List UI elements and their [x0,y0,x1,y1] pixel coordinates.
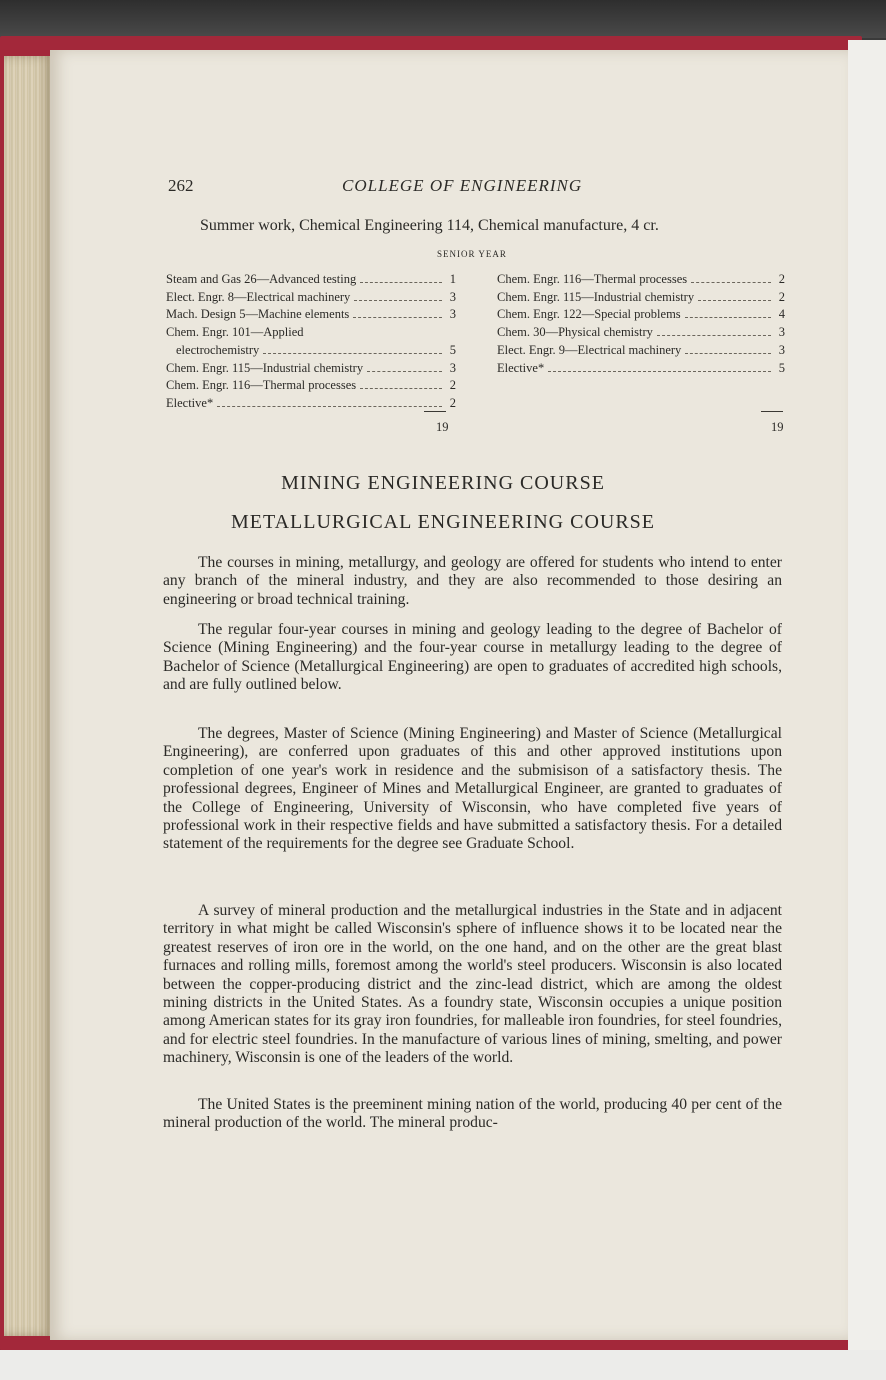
list-item [497,271,785,289]
list-item [166,306,456,324]
running-header: COLLEGE OF ENGINEERING [342,176,583,195]
list-item [166,271,456,289]
second-semester-list [497,271,785,377]
paragraph-four-year: The regular four-year courses in mining and geology leading to the degree of Bachelor of Science (Mining Engineering) and the four-year course in metallurgy leading to the degree of Bachelor of Science (Metallurgical Engineering) are open to graduates of accredited high schools, and are fully outlined below. [163,621,782,694]
list-item [497,289,785,307]
list-item [497,360,785,378]
background-bottom [0,1350,886,1380]
course-credits: 2 [778,289,785,304]
course-name: Elect. Engr. 9—Electrical machinery [497,342,682,357]
course-name: Chem. Engr. 116—Thermal processes [497,272,688,286]
course-name: Chem. 30—Physical chemistry [497,325,653,340]
list-item [166,342,456,360]
course-credits: 5 [449,342,456,357]
course-credits: 2 [449,395,456,410]
total-rule-right [761,411,783,412]
paragraph-survey: A survey of mineral production and the metallurgical industries in the State and in adjacent territory in what might be called Wisconsin's sphere of influence shows it to be located near the greatest reserves of iron ore in the world, on the one hand, and on the other are the great blast furnaces and rolling mills, foremost among the world's steel producers. Wisconsin is also located between the copper-producing district and the zinc-lead district, which are among the oldest mining districts in the United States. As a foundry state, Wisconsin occupies a unique position among American states for its gray iron foundries, for malleable iron foundries, for steel foundries, and for electric steel foundries. In the manufacture of various lines of mining, smelting, and power machinery, Wisconsin is one of the leaders of the world. [163,902,782,1067]
list-item [497,324,785,342]
top-shadow [0,0,886,38]
course-credits: 3 [778,325,785,340]
list-item [497,306,785,324]
course-name: Elective* [497,360,545,375]
list-item [166,395,456,413]
book-page [50,50,848,1340]
list-item [166,289,456,307]
senior-year-heading: SENIOR YEAR [437,249,507,259]
course-name: Chem. Engr. 101—Applied [166,325,304,340]
metallurgical-heading: METALLURGICAL ENGINEERING COURSE [230,511,656,533]
course-credits: 3 [449,307,456,322]
summer-work-line: Summer work, Chemical Engineering 114, Chemical manufacture, 4 cr. [200,217,659,234]
course-name: Chem. Engr. 115—Industrial chemistry [497,289,695,304]
course-name: Mach. Design 5—Machine elements [166,307,350,322]
course-credits: 4 [778,307,785,322]
paragraph-united-states: The United States is the preeminent mining nation of the world, producing 40 per cent of the mineral production of the world. The mineral produc- [163,1096,782,1132]
course-credits: 2 [778,272,785,286]
list-item [166,377,456,395]
paragraph-intro: The courses in mining, metallurgy, and geology are offered for students who intend to enter any branch of the mineral industry, and they are also recommended to those desiring an engineering or broad technical training. [163,554,782,608]
course-name: Elect. Engr. 8—Electrical machinery [166,289,351,304]
mining-heading: MINING ENGINEERING COURSE [281,472,605,494]
paragraph-degrees: The degrees, Master of Science (Mining Engineering) and Master of Science (Metallurgical Engineering), are conferred upon graduates of this and other approved institutions upon completion of one year's work in residence and the submisison of a satisfactory thesis. The professional degrees, Engineer of Mines and Metallurgical Engineer, are granted to graduates of the College of Engineering, University of Wisconsin, who have completed five years of professional work in their respective fields and have submitted a satisfactory thesis. For a detailed statement of the requirements for the degree see Graduate School. [163,725,782,853]
course-credits: 5 [778,360,785,375]
course-credits: 3 [778,342,785,357]
total-rule-left [424,411,446,412]
list-item [166,360,456,378]
course-credits: 3 [449,360,456,375]
first-semester-list [166,271,456,413]
list-item [497,342,785,360]
course-name: Steam and Gas 26—Advanced testing [166,272,357,286]
background-right [848,40,886,1380]
course-name: Chem. Engr. 115—Industrial chemistry [166,360,364,375]
course-name: electrochemistry [176,342,260,357]
course-credits: 2 [449,378,456,393]
course-name: Chem. Engr. 122—Special problems [497,307,681,322]
course-name: Chem. Engr. 116—Thermal processes [166,378,357,393]
page-number: 262 [168,176,194,195]
course-credits: 1 [449,272,456,286]
course-credits: 3 [449,289,456,304]
first-semester-total: 19 [436,420,449,434]
list-item [166,324,456,342]
second-semester-total: 19 [771,420,784,434]
course-name: Elective* [166,395,214,410]
page-edges [4,56,52,1336]
